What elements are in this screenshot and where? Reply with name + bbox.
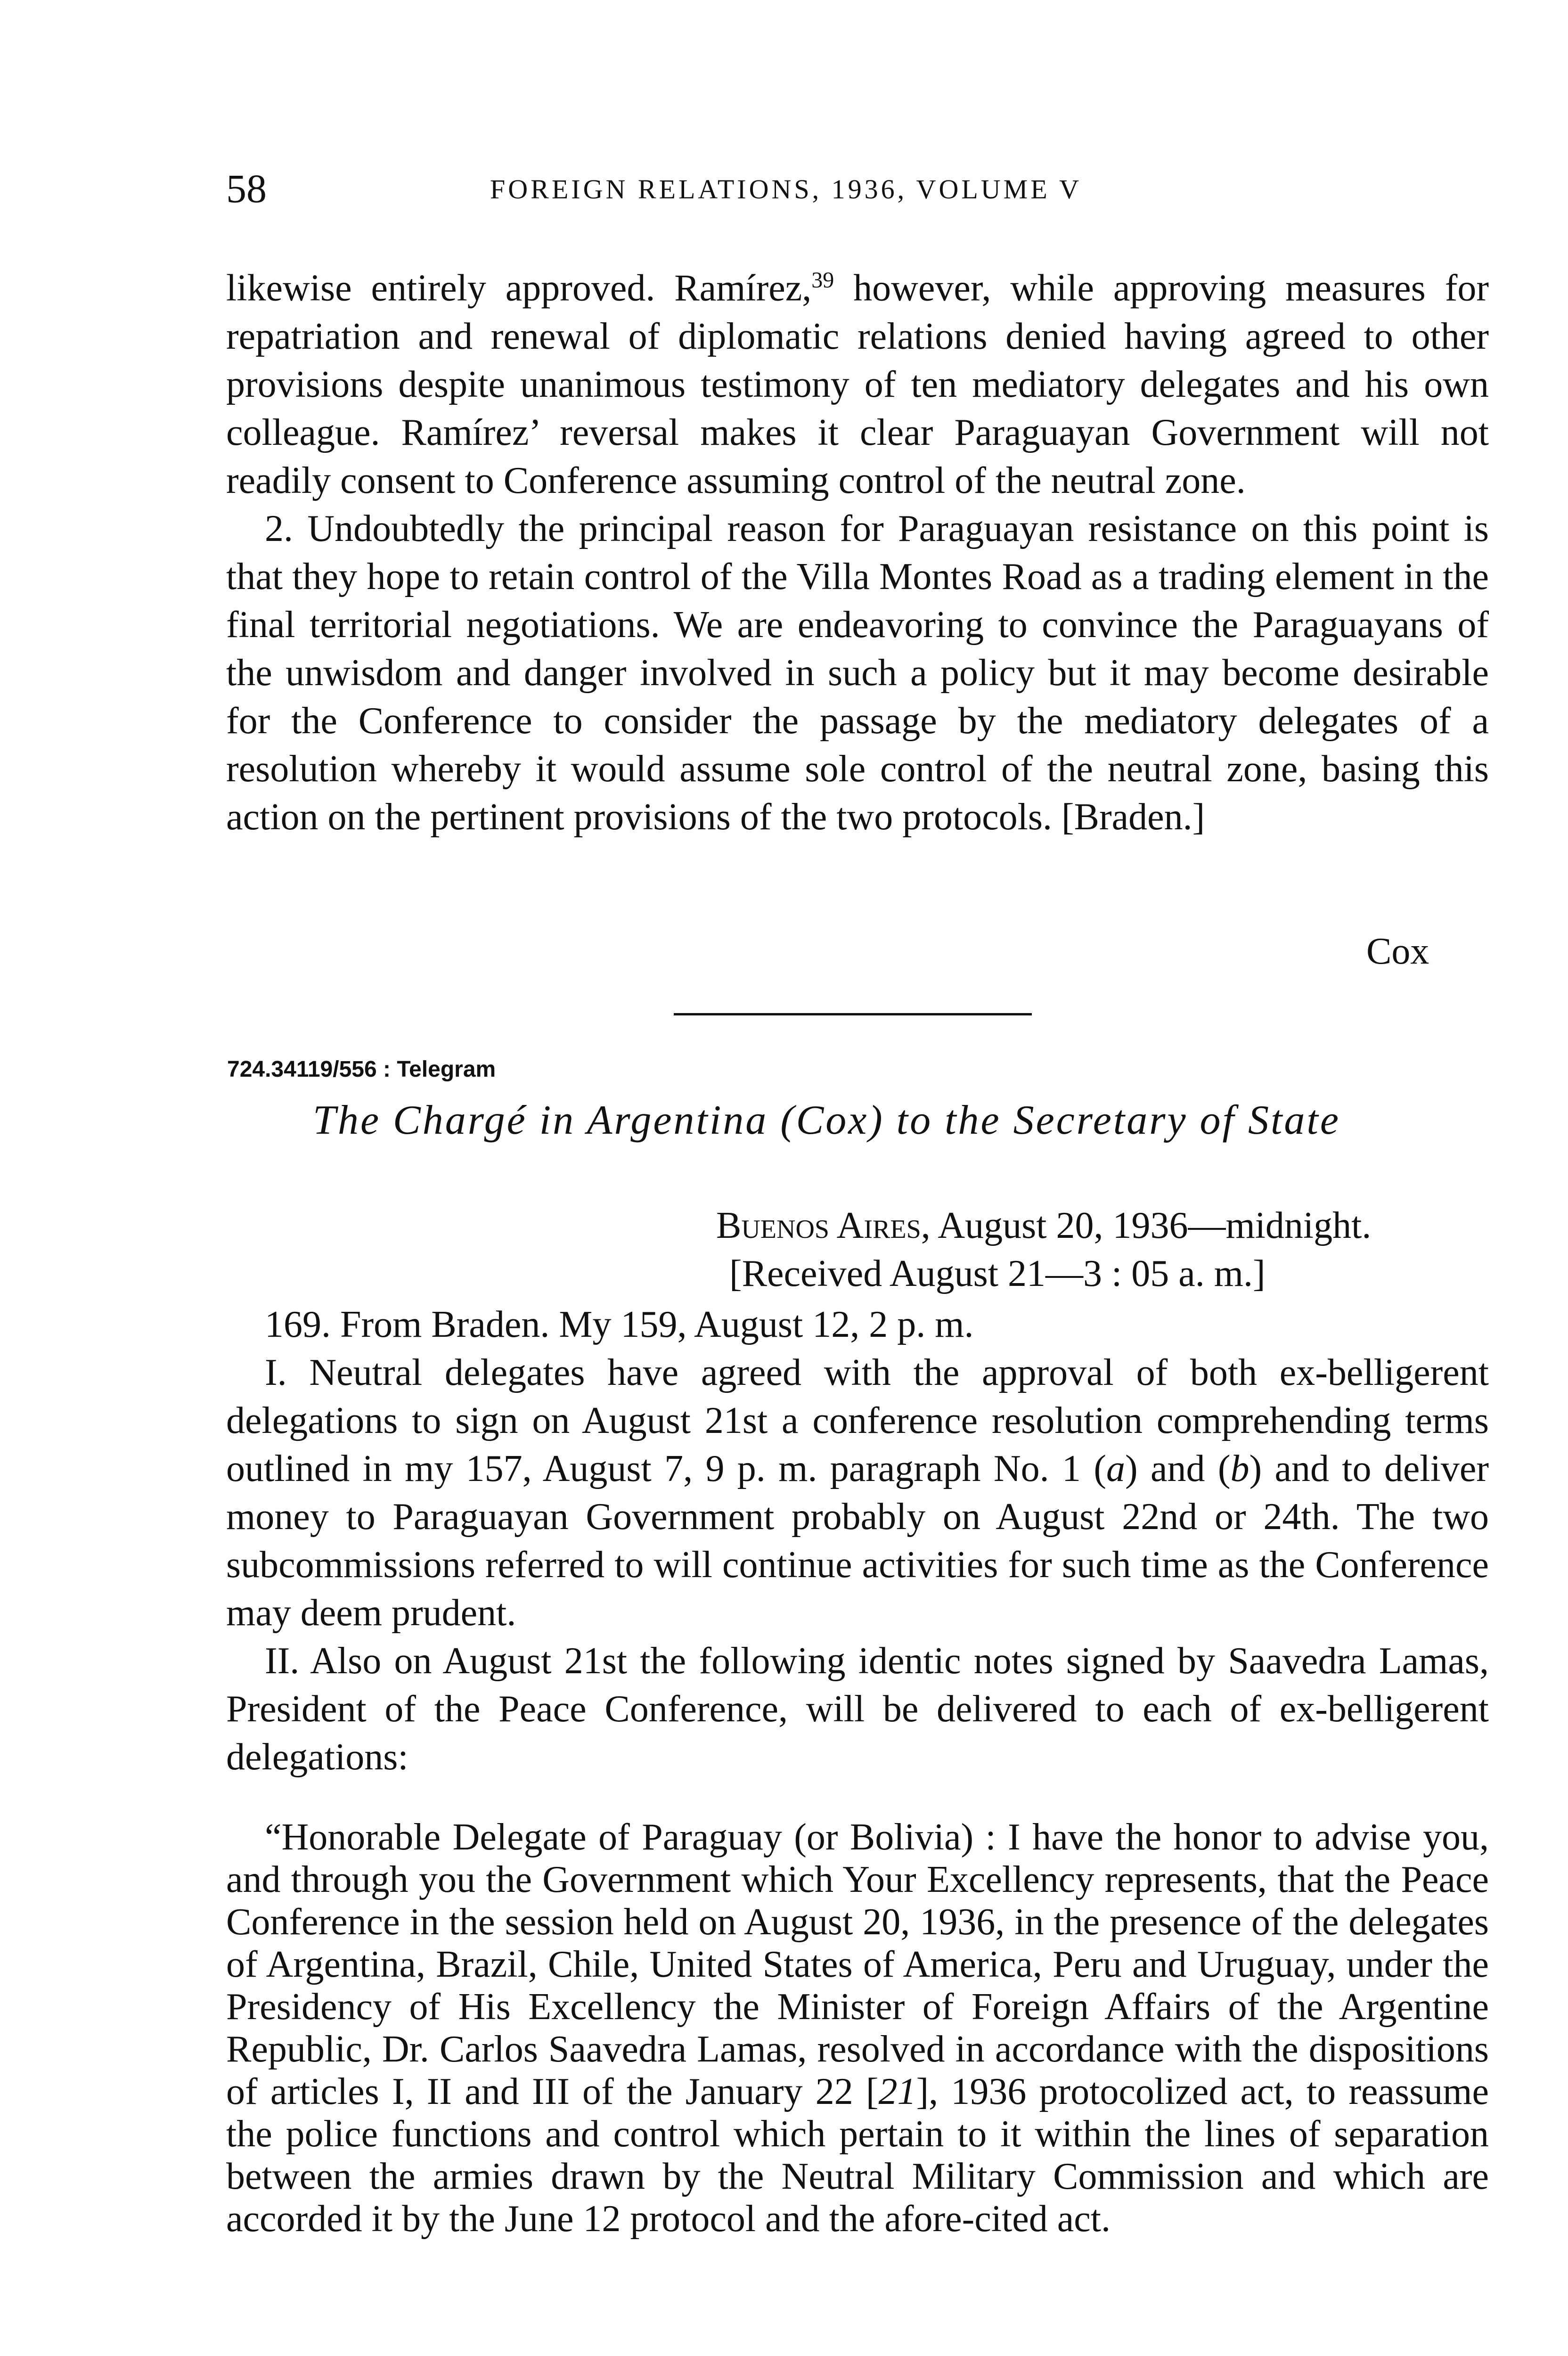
dateline-place: Buenos Aires, (716, 1205, 931, 1246)
signature-cox: Cox (1366, 931, 1429, 972)
received-line: [Received August 21—3 : 05 a. m.] (729, 1253, 1266, 1294)
dateline-time: August 20, 1936—midnight. (930, 1205, 1372, 1246)
paragraph-1-text-end: however, while approving measures for repatriation and renewal of diplomatic relations denied having agreed to other provisions despite unanimous testimony of ten mediatory delegates and his own colleague. Ramírez’ reversal makes it clear Paraguayan Government will not readily consent to Conference assuming control of the neutral zone. (226, 267, 1489, 501)
paragraph-ii: II. Also on August 21st the following identic notes signed by Saavedra Lamas, President of the Peace Conference, will be delivered to each of ex-belligerent delegations: (226, 1640, 1489, 1778)
paragraph-i-b-label: b (1230, 1448, 1250, 1489)
quoted-note (226, 1816, 1489, 2240)
document-title: The Chargé in Argentina (Cox) to the Secretary of State (313, 1097, 1340, 1143)
continuation-text (226, 256, 1489, 841)
paragraph-1-text-start: likewise entirely approved. Ramírez, (226, 267, 812, 309)
continuation-paragraph-1 (226, 256, 1489, 505)
quote-text-end: ], 1936 protocolized act, to reassume the police functions and control which pertain to it within the lines of separation between the armies drawn by the Neutral Military Commission and which are accorded it by the June 12 protocol and the afore-cited act. (226, 2071, 1489, 2240)
paragraph-169: 169. From Braden. My 159, August 12, 2 p. m. (265, 1304, 974, 1345)
paragraph-i-start: I. Neutral delegates have agreed with the approval of both ex-belligerent delegations to sign on August 21st a conference resolution comprehending terms outlined in my 157, August 7, 9 p. m. paragraph No. 1 ( (226, 1352, 1489, 1489)
paragraph-i-mid: ) and ( (1125, 1448, 1231, 1489)
page-header (226, 163, 1239, 214)
continuation-paragraph-2: 2. Undoubtedly the principal reason for Paraguayan resistance on this point is that they hope to retain control of the Villa Montes Road as a trading element in the final territorial negotiations. We are endeavoring to convince the Paraguayans of the unwisdom and danger involved in such a policy but it may become desirable for the Conference to consider the passage by the mediatory delegates of a resolution whereby it would assume sole control of the neutral zone, basing this action on the pertinent provisions of the two protocols. [Braden.] (226, 507, 1489, 838)
document-reference: 724.34119/556 : Telegram (227, 1057, 496, 1082)
quoted-note-text (226, 1816, 1489, 2240)
telegram-body (226, 1301, 1489, 1781)
running-head: FOREIGN RELATIONS, 1936, VOLUME V (490, 174, 1082, 205)
paragraph-i (226, 1349, 1489, 1637)
page-number: 58 (226, 166, 267, 211)
footnote-reference-39: 39 (811, 268, 834, 293)
paragraph-i-a-label: a (1106, 1448, 1125, 1489)
section-separator (674, 1013, 1032, 1015)
dateline (716, 1202, 1371, 1250)
quote-text-start: “Honorable Delegate of Paraguay (or Bolivia) : I have the honor to advise you, and through you the Government which Your Excellency represents, that the Peace Conference in the session held on August 20, 1936, in the presence of the delegates of Argentina, Brazil, Chile, United States of America, Peru and Uruguay, under the Presidency of His Excellency the Minister of Foreign Affairs of the Argentine Republic, Dr. Carlos Saavedra Lamas, resolved in accordance with the dispositions of articles I, II and III of the January 22 [ (226, 1816, 1489, 2112)
quote-bracket-date: 21 (878, 2071, 916, 2112)
paragraph-i-end: ) and to deliver money to Paraguayan Government probably on August 22nd or 24th. The two subcommissions referred to will continue activities for such time as the Conference may deem prudent. (226, 1448, 1489, 1634)
